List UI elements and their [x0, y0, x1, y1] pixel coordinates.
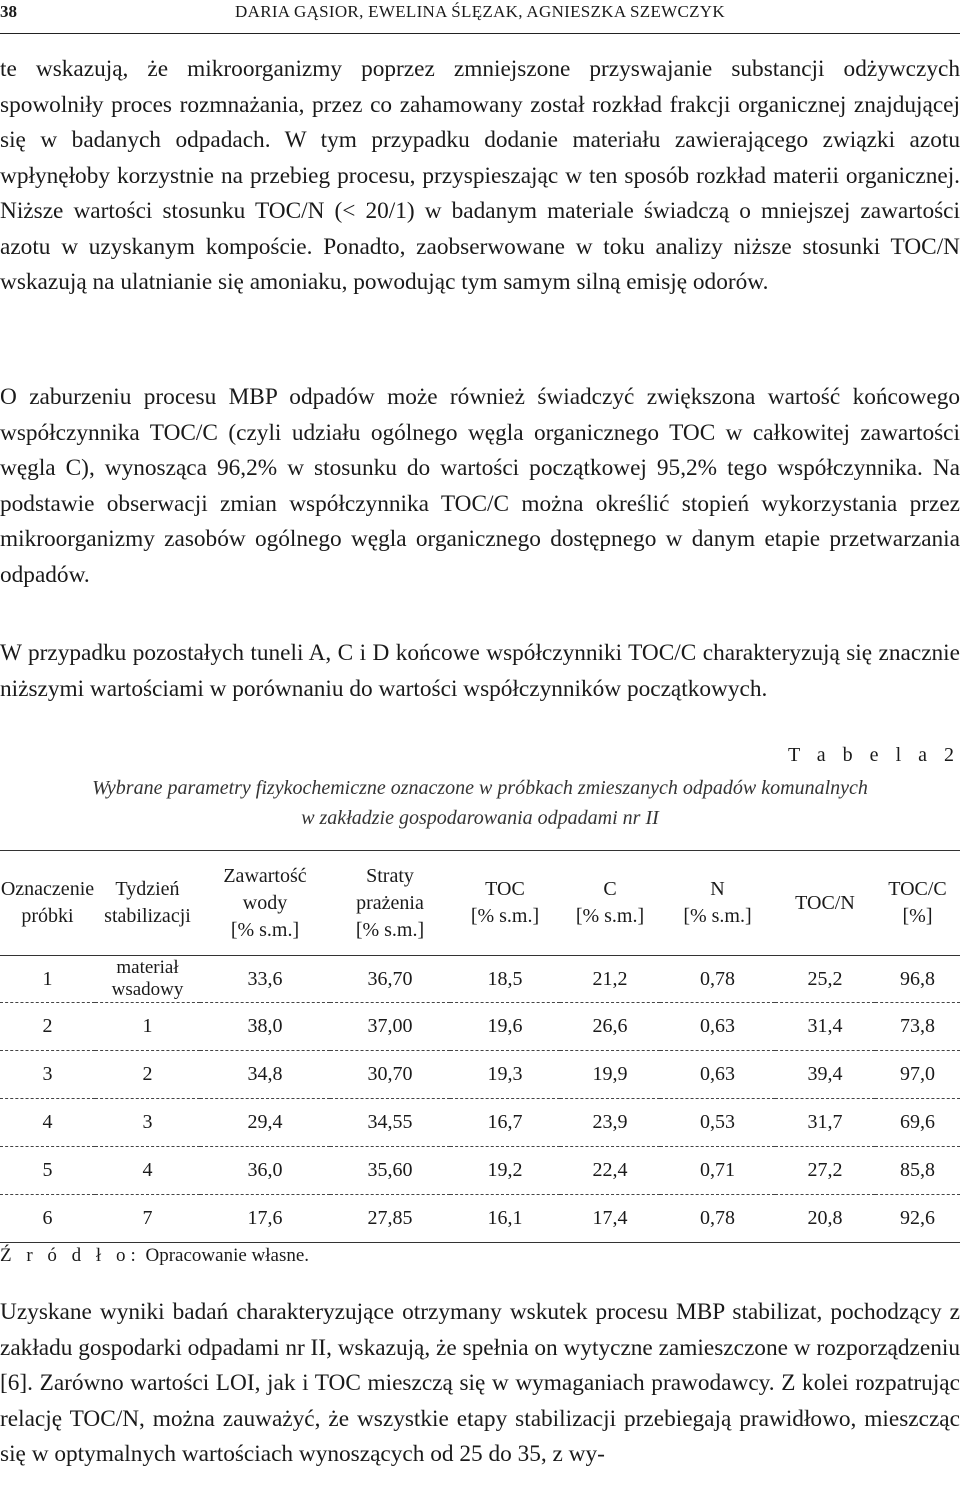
table-cell: 19,9: [560, 1051, 660, 1099]
paragraph-4: Uzyskane wyniki badań charakteryzujące otrzymany wskutek procesu MBP stabilizat, pochodzący z zakładu gospodarki odpadami nr II, wskazują, że spełnia on wytyczne zamieszczone w rozporządzeniu [6]. Zarówno wartości LOI, jak i TOC mieszczą się w wymaganiach prawodawcy. Z kolei rozpatrując relację TOC/N, można zauważyć, że wszystkie etapy stabilizacji przebiegają prawidłowo, mieszcząc się w optymalnych wartościach wynoszących od 25 do 35, z wy-: [0, 1299, 960, 1467]
table-cell: 0,71: [660, 1147, 775, 1195]
header-loi-line-2: prażenia: [356, 891, 424, 914]
table-cell: 17,4: [560, 1195, 660, 1243]
table-cell: 33,6: [200, 956, 330, 1003]
table-cell: materiał wsadowy: [95, 956, 200, 1003]
table-cell: 26,6: [560, 1003, 660, 1051]
table-cell: 18,5: [450, 956, 560, 1003]
table-cell: 21,2: [560, 956, 660, 1003]
header-toc-n: [775, 851, 875, 956]
header-toc: [450, 851, 560, 956]
header-c-line-2: [% s.m.]: [575, 905, 645, 927]
header-rule: [0, 33, 960, 34]
table-row: [0, 1051, 960, 1099]
header-water: [200, 851, 330, 956]
table-cell: 29,4: [200, 1099, 330, 1147]
table-cell: 3: [95, 1099, 200, 1147]
header-toc-c-line-1: TOC/C: [888, 878, 947, 900]
table-cell: 19,6: [450, 1003, 560, 1051]
header-n: [660, 851, 775, 956]
table-cell: 19,3: [450, 1051, 560, 1099]
header-toc-line-2: [% s.m.]: [470, 905, 540, 927]
table-cell: 92,6: [875, 1195, 960, 1243]
page-header: [0, 0, 960, 34]
table-cell: 0,63: [660, 1003, 775, 1051]
table-row: [0, 1147, 960, 1195]
table-row: [0, 1195, 960, 1243]
header-n-line-2: [% s.m.]: [683, 905, 752, 927]
table-cell: 69,6: [875, 1099, 960, 1147]
header-week-line-2: stabilizacji: [104, 905, 191, 927]
table-cell: 0,63: [660, 1051, 775, 1099]
table-label: T a b e l a 2: [787, 744, 960, 766]
table-cell: 7: [95, 1195, 200, 1243]
table-cell: 73,8: [875, 1003, 960, 1051]
table-row: [0, 1099, 960, 1147]
table-cell: 16,1: [450, 1195, 560, 1243]
table-row: [0, 956, 960, 1003]
header-week: [95, 851, 200, 956]
table-cell: 5: [0, 1147, 95, 1195]
header-toc-c-line-2: [%]: [902, 905, 933, 927]
table-source-label: Ź r ó d ł o:: [0, 1245, 141, 1266]
table-header-row: [0, 851, 960, 956]
header-sample-line-1: Oznaczenie: [0, 878, 95, 900]
table-caption-line-1: Wybrane parametry fizykochemiczne oznaczone w próbkach zmieszanych odpadów komunalnych: [92, 777, 868, 799]
paragraph-2: O zaburzeniu procesu MBP odpadów może również świadczyć zwiększona wartość końcowego współczynnika TOC/C (czyli udziału ogólnego węgla organicznego TOC w całkowitej zawartości węgla C), wynosząca 96,2% w stosunku do wartości początkowej 95,2% tego współczynnika. Na podstawie obserwacji zmian współczynnika TOC/C można określić stopień wykorzystania przez mikroorganizmy zasobów ogólnego węgla organicznego dostępnego w danym etapie przetwarzania odpadów.: [0, 384, 960, 588]
table-cell: 34,55: [330, 1099, 450, 1147]
paragraph-1: te wskazują, że mikroorganizmy poprzez zmniejszone przyswajanie substancji odżywczych spowolniły proces rozmnażania, przez co zahamowany został rozkład frakcji organicznej znajdującej się w badanych odpadach. W tym przypadku dodanie materiału zawierającego związki azotu wpłynęłoby korzystnie na przebieg procesu, przyspieszając w ten sposób rozkład materii organicznej. Niższe wartości stosunku TOC/N (< 20/1) w badanym materiale świadczą o mniejszej zawartości azotu w uzyskanym kompoście. Ponadto, zaobserwowane w toku analizy niższe stosunki TOC/N wskazują na ulatnianie się amoniaku, powodując tym samym silną emisję odorów.: [0, 56, 960, 295]
header-toc-c: [875, 851, 960, 956]
table-cell: 96,8: [875, 956, 960, 1003]
table-cell: 16,7: [450, 1099, 560, 1147]
table-row: [0, 1003, 960, 1051]
header-c-line-1: C: [603, 878, 617, 900]
header-loi-line-1: Straty: [366, 864, 414, 887]
table-cell: 3: [0, 1051, 95, 1099]
table-cell: 20,8: [775, 1195, 875, 1243]
table-cell: 35,60: [330, 1147, 450, 1195]
table-cell: 34,8: [200, 1051, 330, 1099]
table-cell: 38,0: [200, 1003, 330, 1051]
table-cell: 2: [95, 1051, 200, 1099]
header-toc-line-1: TOC: [485, 878, 525, 900]
header-c: [560, 851, 660, 956]
header-loi: [330, 851, 450, 956]
table-cell: 31,4: [775, 1003, 875, 1051]
table-cell: 23,9: [560, 1099, 660, 1147]
table-cell: 39,4: [775, 1051, 875, 1099]
table-cell: 31,7: [775, 1099, 875, 1147]
table-cell: 0,53: [660, 1099, 775, 1147]
table-caption-line-2: w zakładzie gospodarowania odpadami nr II: [301, 807, 659, 829]
table-body: [0, 956, 960, 1243]
table-cell: 27,85: [330, 1195, 450, 1243]
table-cell: 0,78: [660, 1195, 775, 1243]
table-cell: 85,8: [875, 1147, 960, 1195]
table-cell: 4: [0, 1099, 95, 1147]
running-head: DARIA GĄSIOR, EWELINA ŚLĘZAK, AGNIESZKA SZEWCZYK: [235, 2, 725, 21]
header-sample: [0, 851, 95, 956]
table-cell: 1: [95, 1003, 200, 1051]
header-loi-line-3: [% s.m.]: [355, 918, 425, 941]
page-number: 38: [0, 2, 17, 21]
header-toc-n-line-1: TOC/N: [795, 891, 855, 914]
table-cell: 30,70: [330, 1051, 450, 1099]
table-cell: 36,0: [200, 1147, 330, 1195]
header-week-line-1: Tydzień: [115, 878, 180, 900]
table-cell: 19,2: [450, 1147, 560, 1195]
table-cell: 37,00: [330, 1003, 450, 1051]
table-cell: 36,70: [330, 956, 450, 1003]
header-water-line-1: Zawartość: [223, 864, 307, 887]
table-cell: 27,2: [775, 1147, 875, 1195]
table-source-text: Opracowanie własne.: [145, 1245, 310, 1266]
table-cell: 0,78: [660, 956, 775, 1003]
table-cell: 22,4: [560, 1147, 660, 1195]
table-cell: 97,0: [875, 1051, 960, 1099]
paragraph-3: W przypadku pozostałych tuneli A, C i D końcowe współczynniki TOC/C charakteryzują się znacznie niższymi wartościami w porównaniu do wartości współczynników początkowych.: [0, 640, 960, 702]
header-water-line-2: wody: [242, 891, 288, 914]
table-cell: 25,2: [775, 956, 875, 1003]
table-header: [0, 851, 960, 956]
header-water-line-3: [% s.m.]: [230, 918, 300, 941]
header-n-line-1: N: [710, 878, 725, 900]
table-cell: 4: [95, 1147, 200, 1195]
header-sample-line-2: próbki: [21, 905, 74, 927]
table-cell: 2: [0, 1003, 95, 1051]
table-cell: 17,6: [200, 1195, 330, 1243]
table-source: [0, 1245, 309, 1267]
table-cell: 6: [0, 1195, 95, 1243]
table-caption: [0, 773, 960, 833]
data-table: [0, 850, 960, 1243]
table-cell: 1: [0, 956, 95, 1003]
